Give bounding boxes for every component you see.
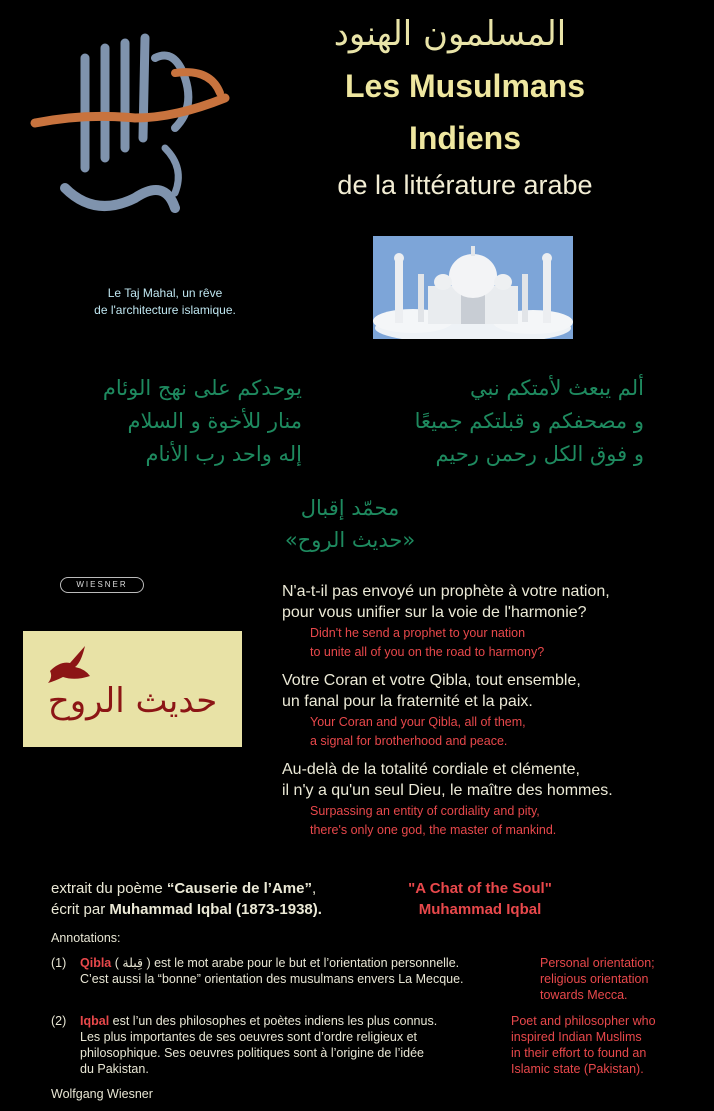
arabic-poem-right: ألم يبعث لأمتكم نبي و مصحفكم و قبلتكم جميعًا و فوق الكل رحمن رحيم: [414, 376, 644, 466]
dove-badge: [23, 631, 242, 747]
annotation-1-en: Personal orientation; religious orientation towards Mecca.: [540, 956, 655, 1002]
arabic-work-title: «حديث الروح»: [284, 528, 416, 552]
arabic-poem-left: يوحدكم على نهج الوئام منار للأخوة و السلام إله واحد رب الأنام: [102, 376, 302, 466]
annotation-2-en: Poet and philosopher who inspired Indian Muslims in their effort to found an Islamic state (Pakistan).: [511, 1014, 656, 1076]
stanza-3-fr: Au-delà de la totalité cordiale et clémente, il n'y a qu'un seul Dieu, le maître des hommes.: [282, 761, 613, 799]
subtitle: de la littérature arabe: [337, 170, 593, 200]
stanza-1-en: Didn't he send a prophet to your nation to unite all of you on the road to harmony?: [310, 626, 545, 659]
annotation-2-text: Iqbal est l’un des philosophes et poètes indiens les plus connus. Les plus importantes de ses oeuvres sont d’ordre religieux et philosophique. Ses oeuvres politiques sont à l’origine de l’idée du Pakistan.: [80, 1014, 438, 1076]
arabic-author: محمّد إقبال: [300, 496, 400, 520]
source-en: "A Chat of the Soul" Muhammad Iqbal: [408, 880, 552, 918]
taj-mahal-image: [373, 236, 573, 339]
taj-mahal-caption: Le Taj Mahal, un rêve de l'architecture islamique.: [94, 286, 236, 317]
dove-icon: [45, 641, 95, 686]
footer-author: Wolfgang Wiesner: [51, 1087, 153, 1101]
annotation-1-number: (1): [51, 956, 67, 970]
badge-arabic-text: حديث الروح: [47, 681, 218, 721]
stanza-1-fr: N'a-t-il pas envoyé un prophète à votre nation, pour vous unifier sur la voie de l'harmonie?: [282, 583, 610, 621]
basmala-calligraphy-icon: [25, 18, 235, 228]
title-line-1: Les Musulmans: [344, 68, 586, 104]
stanza-2-en: Your Coran and your Qibla, all of them, a signal for brotherhood and peace.: [310, 715, 526, 748]
stanza-3-en: Surpassing an entity of cordiality and pity, there's only one god, the master of mankind.: [310, 804, 557, 837]
stanza-2-fr: Votre Coran et votre Qibla, tout ensemble, un fanal pour la fraternité et la paix.: [282, 672, 581, 710]
annotation-2-number: (2): [51, 1014, 67, 1028]
source-fr: extrait du poème “Causerie de l’Ame”, écrit par Muhammad Iqbal (1873-1938).: [51, 880, 322, 918]
annotation-1-text: Qibla ( قِبلة ) est le mot arabe pour le but et l’orientation personnelle. C’est aussi la “bonne” orientation des musulmans envers La Mecque.: [80, 956, 464, 986]
title-arabic: المسلمون الهنود: [333, 14, 567, 54]
title-line-2: Indiens: [408, 120, 521, 156]
annotations-heading: Annotations:: [51, 931, 121, 945]
signature-stamp: WIESNER: [60, 577, 144, 593]
